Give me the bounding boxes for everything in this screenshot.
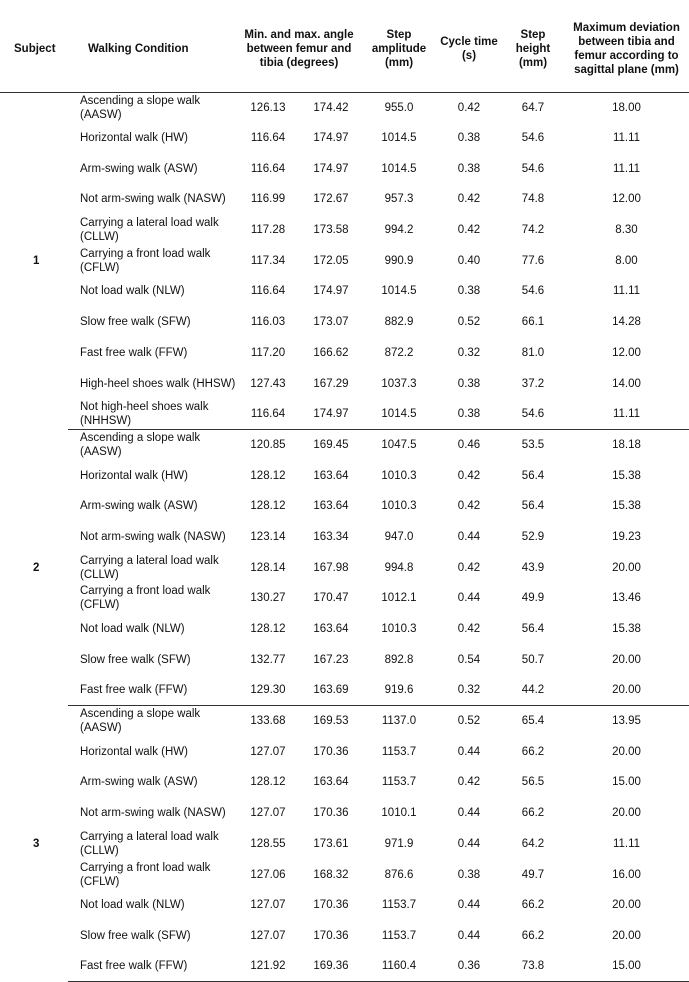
min-angle-cell: 127.07 xyxy=(250,929,286,942)
table-row xyxy=(0,921,689,952)
cycle-time-cell: 0.44 xyxy=(457,592,481,605)
max-deviation-cell: 16.00 xyxy=(612,868,641,881)
step-amplitude-cell: 1014.5 xyxy=(362,399,436,430)
min-angle-cell: 117.20 xyxy=(250,346,286,359)
step-amplitude-cell: 994.8 xyxy=(384,561,414,574)
walking-condition-cell: Not arm-swing walk (NASW) xyxy=(80,807,226,820)
table-row xyxy=(0,644,689,675)
min-angle-cell: 116.64 xyxy=(250,132,286,145)
step-amplitude-cell: 1014.5 xyxy=(381,162,417,175)
max-deviation-cell: 20.00 xyxy=(612,653,641,666)
min-angle-cell: 130.27 xyxy=(250,592,286,605)
step-height-cell: 56.5 xyxy=(521,776,545,789)
table-row xyxy=(0,951,689,982)
walking-condition-cell: Slow free walk (SFW) xyxy=(80,653,191,666)
min-angle-cell: 127.07 xyxy=(250,807,286,820)
min-angle-cell: 116.64 xyxy=(250,285,286,298)
walking-condition-cell: Not arm-swing walk (NASW) xyxy=(80,530,226,543)
max-angle-cell: 163.64 xyxy=(313,500,349,513)
step-height-cell: 74.2 xyxy=(521,224,545,237)
cycle-time-cell: 0.46 xyxy=(457,439,481,452)
subject-id-cell: 1 xyxy=(33,255,40,268)
walking-condition-cell: Carrying a front load walk (CFLW) xyxy=(80,247,211,274)
walking-condition-cell: Carrying a front load walk (CFLW) xyxy=(80,861,211,888)
step-height-cell: 66.2 xyxy=(521,745,545,758)
walking-condition-cell: Horizontal walk (HW) xyxy=(80,745,188,758)
cycle-time-cell: 0.32 xyxy=(457,346,481,359)
step-amplitude-cell: 872.2 xyxy=(384,346,414,359)
walking-condition-cell: Horizontal walk (HW) xyxy=(80,132,188,145)
step-amplitude-cell: 1014.5 xyxy=(381,132,417,145)
table-row xyxy=(0,583,689,614)
walking-condition-cell: Not high-heel shoes walk (NHHSW) xyxy=(68,399,236,430)
max-angle-cell: 173.58 xyxy=(313,224,349,237)
walking-condition-cell: Fast free walk (FFW) xyxy=(68,951,236,982)
walking-condition-cell: Carrying a lateral load walk (CLLW) xyxy=(80,217,219,244)
min-angle-cell: 117.34 xyxy=(250,254,286,267)
walking-condition-cell: Arm-swing walk (ASW) xyxy=(80,162,198,175)
max-angle-cell: 169.36 xyxy=(300,951,362,982)
table-row xyxy=(0,307,689,338)
step-amplitude-cell: 1014.5 xyxy=(381,285,417,298)
header-cycle-time: Cycle time (s) xyxy=(436,6,502,92)
max-deviation-cell: 13.95 xyxy=(612,715,641,728)
step-height-cell: 66.2 xyxy=(521,807,545,820)
table-row xyxy=(0,736,689,767)
step-height-cell: 56.4 xyxy=(521,623,545,636)
min-angle-cell: 127.07 xyxy=(250,745,286,758)
step-height-cell: 74.8 xyxy=(521,193,545,206)
min-angle-cell: 117.28 xyxy=(250,224,286,237)
max-deviation-cell: 20.00 xyxy=(612,807,641,820)
walking-condition-cell: Arm-swing walk (ASW) xyxy=(80,500,198,513)
min-angle-cell: 132.77 xyxy=(250,653,286,666)
cycle-time-cell: 0.42 xyxy=(457,193,481,206)
min-angle-cell: 128.14 xyxy=(250,561,286,574)
min-angle-cell: 127.06 xyxy=(250,868,286,881)
walking-condition-cell: Not arm-swing walk (NASW) xyxy=(80,193,226,206)
cycle-time-cell: 0.40 xyxy=(457,254,481,267)
min-angle-cell: 128.12 xyxy=(250,776,286,789)
table-row xyxy=(0,276,689,307)
walking-condition-cell: Horizontal walk (HW) xyxy=(80,469,188,482)
cycle-time-cell: 0.42 xyxy=(457,561,481,574)
max-angle-cell: 167.98 xyxy=(313,561,349,574)
cycle-time-cell: 0.54 xyxy=(457,653,481,666)
step-height-cell: 52.9 xyxy=(521,530,545,543)
step-amplitude-cell: 1037.3 xyxy=(381,377,417,390)
step-amplitude-cell: 1010.3 xyxy=(381,500,417,513)
step-height-cell: 54.6 xyxy=(521,132,545,145)
step-amplitude-cell: 1047.5 xyxy=(381,439,417,452)
max-angle-cell: 168.32 xyxy=(313,868,349,881)
min-angle-cell: 126.13 xyxy=(250,101,286,114)
min-angle-cell: 128.12 xyxy=(250,469,286,482)
cycle-time-cell: 0.38 xyxy=(436,399,502,430)
table-row xyxy=(0,92,689,123)
cycle-time-cell: 0.42 xyxy=(457,776,481,789)
min-angle-cell: 128.12 xyxy=(250,500,286,513)
step-amplitude-cell: 919.6 xyxy=(362,675,436,706)
max-deviation-cell: 20.00 xyxy=(612,899,641,912)
step-amplitude-cell: 957.3 xyxy=(384,193,414,206)
max-deviation-cell: 20.00 xyxy=(612,745,641,758)
min-angle-cell: 116.64 xyxy=(250,162,286,175)
max-angle-cell: 167.29 xyxy=(313,377,349,390)
walking-condition-cell: Carrying a lateral load walk (CLLW) xyxy=(80,830,219,857)
step-amplitude-cell: 1160.4 xyxy=(362,951,436,982)
max-angle-cell: 170.36 xyxy=(313,745,349,758)
table-row xyxy=(0,491,689,522)
cycle-time-cell: 0.38 xyxy=(457,377,481,390)
step-amplitude-cell: 990.9 xyxy=(384,254,414,267)
min-angle-cell: 133.68 xyxy=(250,715,286,728)
table-row xyxy=(0,890,689,921)
walking-condition-cell: Carrying a front load walk (CFLW) xyxy=(80,585,211,612)
step-amplitude-cell: 1010.1 xyxy=(381,807,417,820)
max-deviation-cell: 11.11 xyxy=(612,837,641,850)
max-angle-cell: 166.62 xyxy=(313,346,349,359)
max-angle-cell: 174.97 xyxy=(313,162,349,175)
min-angle-cell: 128.12 xyxy=(250,623,286,636)
table-row xyxy=(0,123,689,154)
max-angle-cell: 172.05 xyxy=(313,254,349,267)
table-row xyxy=(0,460,689,491)
walking-condition-cell: Carrying a lateral load walk (CLLW) xyxy=(80,554,219,581)
cycle-time-cell: 0.42 xyxy=(457,469,481,482)
max-angle-cell: 170.36 xyxy=(313,929,349,942)
cycle-time-cell: 0.38 xyxy=(457,285,481,298)
max-angle-cell: 173.61 xyxy=(313,837,349,850)
step-height-cell: 73.8 xyxy=(502,951,564,982)
header-step-height: Step height (mm) xyxy=(502,6,564,92)
max-angle-cell: 172.67 xyxy=(313,193,349,206)
table-row xyxy=(0,706,689,737)
table-row xyxy=(0,245,689,276)
max-deviation-cell: 13.46 xyxy=(612,592,641,605)
cycle-time-cell: 0.52 xyxy=(457,715,481,728)
cycle-time-cell: 0.38 xyxy=(457,162,481,175)
max-angle-cell: 170.36 xyxy=(313,899,349,912)
step-height-cell: 81.0 xyxy=(521,346,545,359)
step-height-cell: 50.7 xyxy=(521,653,545,666)
max-angle-cell: 167.23 xyxy=(313,653,349,666)
step-amplitude-cell: 1010.3 xyxy=(381,469,417,482)
step-amplitude-cell: 1010.3 xyxy=(381,623,417,636)
step-amplitude-cell: 994.2 xyxy=(384,224,414,237)
walking-condition-cell: Not load walk (NLW) xyxy=(80,285,185,298)
subject-id-cell: 2 xyxy=(33,561,40,574)
gait-results-table xyxy=(0,6,689,982)
table-row xyxy=(0,767,689,798)
cycle-time-cell: 0.44 xyxy=(457,807,481,820)
walking-condition-cell: Ascending a slope walk (AASW) xyxy=(80,708,201,735)
table-row xyxy=(0,399,689,430)
max-deviation-cell: 15.38 xyxy=(612,623,641,636)
max-deviation-cell: 14.28 xyxy=(612,316,641,329)
cycle-time-cell: 0.44 xyxy=(457,745,481,758)
table-row xyxy=(0,675,689,706)
max-angle-cell: 163.64 xyxy=(313,623,349,636)
cycle-time-cell: 0.44 xyxy=(457,929,481,942)
step-amplitude-cell: 892.8 xyxy=(384,653,414,666)
max-angle-cell: 173.07 xyxy=(313,316,349,329)
max-angle-cell: 163.34 xyxy=(313,530,349,543)
step-height-cell: 56.4 xyxy=(521,500,545,513)
step-height-cell: 44.2 xyxy=(502,675,564,706)
max-deviation-cell: 19.23 xyxy=(612,530,641,543)
cycle-time-cell: 0.42 xyxy=(457,500,481,513)
cycle-time-cell: 0.44 xyxy=(457,837,481,850)
walking-condition-cell: Slow free walk (SFW) xyxy=(80,929,191,942)
cycle-time-cell: 0.36 xyxy=(436,951,502,982)
step-height-cell: 54.6 xyxy=(502,399,564,430)
step-height-cell: 66.2 xyxy=(521,929,545,942)
table-row xyxy=(0,522,689,553)
min-angle-cell: 129.30 xyxy=(236,675,300,706)
cycle-time-cell: 0.38 xyxy=(457,868,481,881)
step-amplitude-cell: 1012.1 xyxy=(381,592,417,605)
step-amplitude-cell: 1153.7 xyxy=(381,929,417,942)
table-body xyxy=(0,92,689,982)
step-amplitude-cell: 1153.7 xyxy=(381,745,417,758)
step-height-cell: 66.1 xyxy=(521,316,545,329)
max-deviation-cell: 15.00 xyxy=(612,776,641,789)
min-angle-cell: 123.14 xyxy=(250,530,286,543)
step-height-cell: 77.6 xyxy=(521,254,545,267)
max-angle-cell: 170.47 xyxy=(313,592,349,605)
max-angle-cell: 163.69 xyxy=(300,675,362,706)
walking-condition-cell: Ascending a slope walk (AASW) xyxy=(80,432,201,459)
max-angle-cell: 170.36 xyxy=(313,807,349,820)
step-height-cell: 66.2 xyxy=(521,899,545,912)
cycle-time-cell: 0.38 xyxy=(457,132,481,145)
table-row xyxy=(0,614,689,645)
max-angle-cell: 163.64 xyxy=(313,469,349,482)
step-height-cell: 37.2 xyxy=(521,377,545,390)
max-angle-cell: 169.45 xyxy=(313,439,349,452)
max-deviation-cell: 18.18 xyxy=(612,439,641,452)
step-height-cell: 53.5 xyxy=(521,439,545,452)
min-angle-cell: 127.07 xyxy=(250,899,286,912)
min-angle-cell: 121.92 xyxy=(236,951,300,982)
max-deviation-cell: 11.11 xyxy=(564,399,689,430)
max-deviation-cell: 8.00 xyxy=(615,254,638,267)
table-row xyxy=(0,829,689,860)
step-height-cell: 64.2 xyxy=(521,837,545,850)
cycle-time-cell: 0.32 xyxy=(436,675,502,706)
step-amplitude-cell: 1153.7 xyxy=(381,776,417,789)
max-deviation-cell: 14.00 xyxy=(612,377,641,390)
max-deviation-cell: 8.30 xyxy=(615,224,638,237)
table-row xyxy=(0,430,689,461)
max-angle-cell: 174.97 xyxy=(300,399,362,430)
step-amplitude-cell: 947.0 xyxy=(384,530,414,543)
min-angle-cell: 116.64 xyxy=(236,399,300,430)
max-deviation-cell: 15.38 xyxy=(612,469,641,482)
max-deviation-cell: 12.00 xyxy=(612,346,641,359)
walking-condition-cell: Arm-swing walk (ASW) xyxy=(80,776,198,789)
walking-condition-cell: Slow free walk (SFW) xyxy=(80,316,191,329)
max-angle-cell: 174.42 xyxy=(313,101,349,114)
cycle-time-cell: 0.42 xyxy=(457,224,481,237)
max-deviation-cell: 11.11 xyxy=(612,132,641,145)
max-deviation-cell: 15.00 xyxy=(564,951,689,982)
table-row xyxy=(0,798,689,829)
max-deviation-cell: 11.11 xyxy=(612,285,641,298)
walking-condition-cell: Not load walk (NLW) xyxy=(80,623,185,636)
table-row xyxy=(0,338,689,369)
table-row xyxy=(0,368,689,399)
table-row xyxy=(0,552,689,583)
max-deviation-cell: 15.38 xyxy=(612,500,641,513)
max-angle-cell: 174.97 xyxy=(313,132,349,145)
step-amplitude-cell: 882.9 xyxy=(384,316,414,329)
step-height-cell: 54.6 xyxy=(521,162,545,175)
max-deviation-cell: 12.00 xyxy=(612,193,641,206)
min-angle-cell: 120.85 xyxy=(250,439,286,452)
max-deviation-cell: 20.00 xyxy=(564,675,689,706)
max-angle-cell: 163.64 xyxy=(313,776,349,789)
walking-condition-cell: Ascending a slope walk (AASW) xyxy=(80,94,201,121)
max-deviation-cell: 20.00 xyxy=(612,561,641,574)
max-deviation-cell: 18.00 xyxy=(612,101,641,114)
header-max-deviation: Maximum deviation between tibia and femur according to sagittal plane (mm) xyxy=(564,6,689,92)
header-subject: Subject xyxy=(0,6,68,92)
walking-condition-cell: High-heel shoes walk (HHSW) xyxy=(80,377,236,390)
max-deviation-cell: 20.00 xyxy=(612,929,641,942)
max-deviation-cell: 11.11 xyxy=(612,162,641,175)
subject-id-cell: 3 xyxy=(33,837,40,850)
table-row xyxy=(0,184,689,215)
table-row xyxy=(0,215,689,246)
header-angle: Min. and max. angle between femur and tibia (degrees) xyxy=(236,6,362,92)
table-row xyxy=(0,153,689,184)
step-amplitude-cell: 1153.7 xyxy=(381,899,417,912)
walking-condition-cell: Fast free walk (FFW) xyxy=(80,346,188,359)
min-angle-cell: 127.43 xyxy=(250,377,286,390)
walking-condition-cell: Fast free walk (FFW) xyxy=(68,675,236,706)
step-height-cell: 65.4 xyxy=(521,715,545,728)
cycle-time-cell: 0.42 xyxy=(457,101,481,114)
header-row xyxy=(0,6,689,92)
max-angle-cell: 169.53 xyxy=(313,715,349,728)
step-height-cell: 54.6 xyxy=(521,285,545,298)
cycle-time-cell: 0.42 xyxy=(457,623,481,636)
table-row xyxy=(0,859,689,890)
step-height-cell: 64.7 xyxy=(521,101,545,114)
step-height-cell: 49.9 xyxy=(521,592,545,605)
max-angle-cell: 174.97 xyxy=(313,285,349,298)
step-amplitude-cell: 1137.0 xyxy=(381,715,417,728)
walking-condition-cell: Not load walk (NLW) xyxy=(80,899,185,912)
header-step-amplitude: Step amplitude (mm) xyxy=(362,6,436,92)
header-walking-condition: Walking Condition xyxy=(68,6,236,92)
step-height-cell: 56.4 xyxy=(521,469,545,482)
cycle-time-cell: 0.44 xyxy=(457,899,481,912)
step-amplitude-cell: 971.9 xyxy=(384,837,414,850)
min-angle-cell: 128.55 xyxy=(250,837,286,850)
cycle-time-cell: 0.52 xyxy=(457,316,481,329)
min-angle-cell: 116.99 xyxy=(250,193,286,206)
step-height-cell: 49.7 xyxy=(521,868,545,881)
step-height-cell: 43.9 xyxy=(521,561,545,574)
min-angle-cell: 116.03 xyxy=(250,316,286,329)
step-amplitude-cell: 955.0 xyxy=(384,101,414,114)
step-amplitude-cell: 876.6 xyxy=(384,868,414,881)
cycle-time-cell: 0.44 xyxy=(457,530,481,543)
